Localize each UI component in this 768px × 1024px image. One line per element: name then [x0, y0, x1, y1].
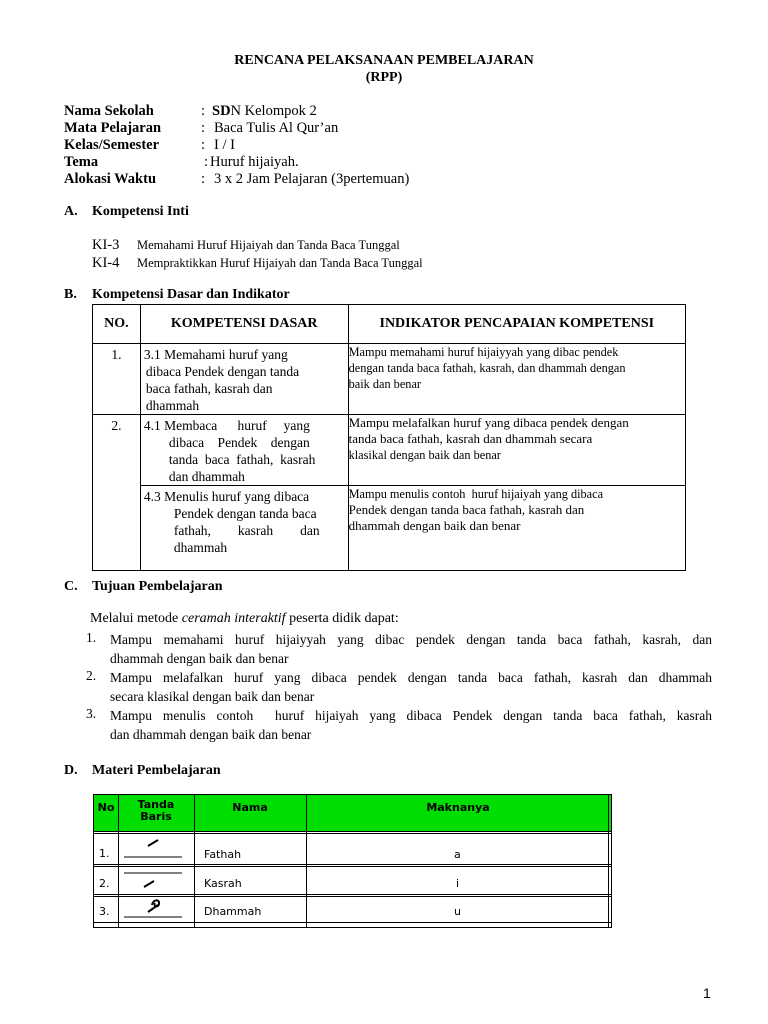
- list-item: [110, 706, 712, 744]
- ki-text: Memahami Huruf Hijaiyah dan Tanda Baca Tunggal: [137, 238, 400, 252]
- indicator-cell: [348, 486, 685, 571]
- cell-no: 3.: [99, 905, 110, 918]
- column-header-kd: KOMPETENSI DASAR: [140, 305, 348, 344]
- cell-nama: Fathah: [204, 848, 242, 861]
- kd-line: fathah, kasrah dan: [173, 523, 320, 538]
- row-divider: [94, 866, 611, 867]
- cell-nama: Dhammah: [204, 905, 262, 918]
- cell-nama: Kasrah: [204, 877, 242, 890]
- kd-line: 4.1 Membaca huruf yang: [143, 418, 310, 433]
- list-item: [110, 630, 712, 668]
- list-line: Mampu melafalkan huruf yang dibaca pendek dengan tanda baca fathah, kasrah dan dhammah: [110, 670, 712, 685]
- identity-sep: :: [201, 120, 206, 136]
- ki-code: KI-4: [92, 255, 120, 271]
- section-title: Materi Pembelajaran: [92, 763, 221, 778]
- kasrah-mark-icon: [122, 868, 186, 894]
- identity-sep: :: [201, 137, 206, 153]
- list-line: secara klasikal dengan baik dan benar: [110, 689, 315, 704]
- table-header-row: [93, 305, 686, 344]
- section-title: Tujuan Pembelajaran: [92, 579, 223, 594]
- kd-line: dhammah: [145, 398, 200, 413]
- indicator-line: Mampu menulis contoh huruf hijaiyah yang dibaca: [348, 487, 604, 501]
- identity-value: Huruf hijaiyah.: [210, 154, 299, 170]
- identity-value: [212, 102, 317, 120]
- identity-value: I / I: [214, 137, 235, 153]
- kd-line: dibaca Pendek dengan tanda: [145, 364, 300, 379]
- list-number: 3.: [86, 706, 97, 721]
- column-divider: [306, 795, 307, 927]
- indicator-line: Mampu memahami huruf hijaiyyah yang dibac pendek: [348, 345, 619, 359]
- list-line: dan dhammah dengan baik dan benar: [110, 727, 312, 742]
- row-divider: [94, 922, 611, 923]
- cell-makna: a: [454, 848, 461, 861]
- identity-value-rest: N Kelompok 2: [230, 103, 317, 119]
- cell-makna: u: [454, 905, 461, 918]
- kd-line: baca fathah, kasrah dan: [145, 381, 273, 396]
- kd-line: tanda baca fathah, kasrah: [168, 452, 316, 467]
- identity-label: Nama Sekolah: [64, 103, 154, 119]
- section-letter: B.: [64, 287, 77, 302]
- kd-line: 4.3 Menulis huruf yang dibaca: [143, 489, 310, 504]
- column-header-tanda-baris: Tanda Baris: [137, 798, 175, 823]
- section-letter: D.: [64, 763, 78, 778]
- row-number: 1.: [93, 344, 141, 415]
- cell-makna: i: [456, 877, 460, 890]
- kd-cell: [140, 344, 348, 415]
- section-title: Kompetensi Dasar dan Indikator: [92, 287, 290, 302]
- tujuan-intro-method: ceramah interaktif: [181, 611, 286, 626]
- column-header-nama: Nama: [232, 801, 268, 814]
- kd-cell: [140, 415, 348, 486]
- identity-value: Baca Tulis Al Qur’an: [214, 120, 339, 136]
- indicator-line: tanda baca fathah, kasrah dan dhammah secara: [348, 431, 593, 446]
- row-divider: [94, 833, 611, 834]
- column-divider: [608, 795, 609, 927]
- document-title: RENCANA PELAKSANAAN PEMBELAJARAN: [234, 53, 534, 68]
- identity-label: Mata Pelajaran: [64, 120, 162, 136]
- fathah-mark-icon: [122, 835, 186, 861]
- list-number: 2.: [86, 668, 97, 683]
- list-line: Mampu memahami huruf hijaiyyah yang dibac pendek dengan tanda baca fathah, kasrah, dan: [110, 632, 712, 647]
- row-divider: [94, 831, 611, 832]
- column-header-maknanya: Maknanya: [426, 801, 490, 814]
- section-letter: A.: [64, 204, 78, 219]
- table-row: [93, 486, 686, 571]
- identity-label: Tema: [64, 154, 99, 170]
- indicator-line: Mampu melafalkan huruf yang dibaca pendek dengan: [348, 415, 629, 430]
- column-header-no: NO.: [93, 305, 141, 344]
- identity-sep: :: [201, 171, 206, 187]
- list-line: dhammah dengan baik dan benar: [110, 651, 289, 666]
- kd-line: Pendek dengan tanda baca: [173, 506, 317, 521]
- identity-sep: :: [201, 103, 206, 119]
- competency-table: [92, 304, 686, 571]
- kd-line: dhammah: [173, 540, 228, 555]
- column-divider: [194, 795, 195, 927]
- cell-no: 2.: [99, 877, 110, 890]
- kd-line: 3.1 Memahami huruf yang: [143, 347, 288, 362]
- list-line: Mampu menulis contoh huruf hijaiyah yang dibaca Pendek dengan tanda baca fathah, kasrah: [110, 708, 712, 723]
- section-letter: C.: [64, 579, 78, 594]
- indicator-line: klasikal dengan baik dan benar: [348, 448, 501, 462]
- page-number: 1: [703, 985, 711, 1001]
- kd-line: dibaca Pendek dengan: [168, 435, 310, 450]
- table-row: [93, 415, 686, 486]
- table-row: [93, 344, 686, 415]
- identity-value: 3 x 2 Jam Pelajaran (3pertemuan): [214, 171, 410, 187]
- kd-cell: [140, 486, 348, 571]
- column-header-indicator: INDIKATOR PENCAPAIAN KOMPETENSI: [348, 305, 685, 344]
- tujuan-intro: [90, 611, 399, 627]
- identity-label: Kelas/Semester: [64, 137, 160, 153]
- identity-sep: :: [204, 154, 209, 170]
- tujuan-intro-before: Melalui metode: [90, 611, 182, 626]
- document-subtitle: (RPP): [365, 70, 403, 85]
- dhammah-mark-icon: [122, 896, 186, 922]
- indicator-line: dengan tanda baca fathah, kasrah, dan dhammah dengan: [348, 361, 626, 375]
- list-item: [110, 668, 712, 706]
- list-number: 1.: [86, 630, 97, 645]
- column-divider: [118, 795, 119, 927]
- indicator-line: baik dan benar: [348, 377, 421, 391]
- indicator-line: dhammah dengan baik dan benar: [348, 518, 521, 533]
- ki-code: KI-3: [92, 237, 120, 253]
- row-divider: [94, 894, 611, 895]
- tujuan-intro-after: peserta didik dapat:: [285, 611, 399, 626]
- identity-label: Alokasi Waktu: [64, 171, 157, 187]
- indicator-cell: [348, 344, 685, 415]
- row-divider: [94, 864, 611, 865]
- ki-text: Mempraktikkan Huruf Hijaiyah dan Tanda Baca Tunggal: [137, 256, 423, 270]
- identity-value-bold: SD: [212, 103, 231, 119]
- cell-no: 1.: [99, 847, 110, 860]
- indicator-line: Pendek dengan tanda baca fathah, kasrah dan: [348, 502, 585, 517]
- indicator-cell: [348, 415, 685, 486]
- row-number: 2.: [93, 415, 141, 571]
- kd-line: dan dhammah: [168, 469, 245, 484]
- column-header-no: No: [97, 801, 115, 814]
- materi-table: [93, 794, 612, 928]
- section-title: Kompetensi Inti: [92, 204, 189, 219]
